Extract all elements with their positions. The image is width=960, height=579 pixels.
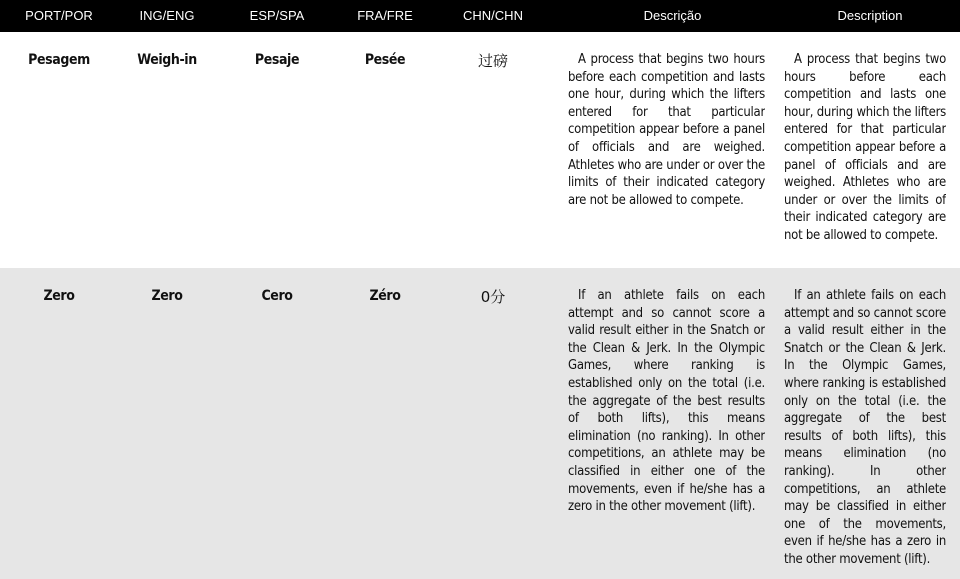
description-en: A process that begins two hours before each competition and lasts one hour, during which the lifters entered for that particular competition appear before a panel of officials and are weighed. Athletes who are under or over the limits of their indicated category are not be allowed to compete. (784, 52, 946, 243)
column-header-description-pt: Descrição (643, 8, 702, 23)
column-header-description-en: Description (837, 8, 903, 23)
table-row-zero (0, 268, 960, 579)
term-eng: Weigh-in (137, 52, 197, 68)
term-chn: 过磅 (477, 52, 508, 70)
term-por: Pesagem (28, 52, 90, 68)
description-pt: If an athlete fails on each attempt and so cannot score a valid result either in the Snatch or the Clean & Jerk. In the Olympic Games, where ranking is established only on the total (i.e. the aggregate of the best results of both lifts), this means elimination (no ranking). In other competitions, an athlete may be classified in either one of the movements, even if he/she has a zero in the other movement (lift). (568, 288, 765, 515)
table-header (0, 0, 960, 32)
description-pt: A process that begins two hours before each competition and lasts one hour, during which the lifters entered for that particular competition appear before a panel of officials and are weighed. Athletes who are under or over the limits of their indicated category are not be allowed to compete. (568, 52, 765, 208)
term-por: Zero (43, 288, 75, 304)
term-spa: Cero (261, 288, 293, 304)
column-header-fre: FRA/FRE (357, 8, 413, 23)
term-eng: Zero (151, 288, 183, 304)
term-fre: Zéro (369, 288, 401, 304)
column-header-chn: CHN/CHN (463, 8, 523, 23)
column-header-eng: ING/ENG (139, 8, 195, 23)
term-chn: 0分 (480, 288, 506, 306)
column-header-por: PORT/POR (25, 8, 93, 23)
term-fre: Pesée (364, 52, 406, 68)
term-spa: Pesaje (254, 52, 300, 68)
description-en: If an athlete fails on each attempt and so cannot score a valid result either in the Snatch or the Clean & Jerk. In the Olympic Games, where ranking is established only on the total (i.e. the aggregate of the best results of both lifts), this means elimination (no ranking). In other competitions, an athlete may be classified in either one of the movements, even if he/she has a zero in the other movement (lift). (784, 288, 946, 567)
table-row-weigh-in (0, 32, 960, 268)
column-header-spa: ESP/SPA (249, 8, 305, 23)
